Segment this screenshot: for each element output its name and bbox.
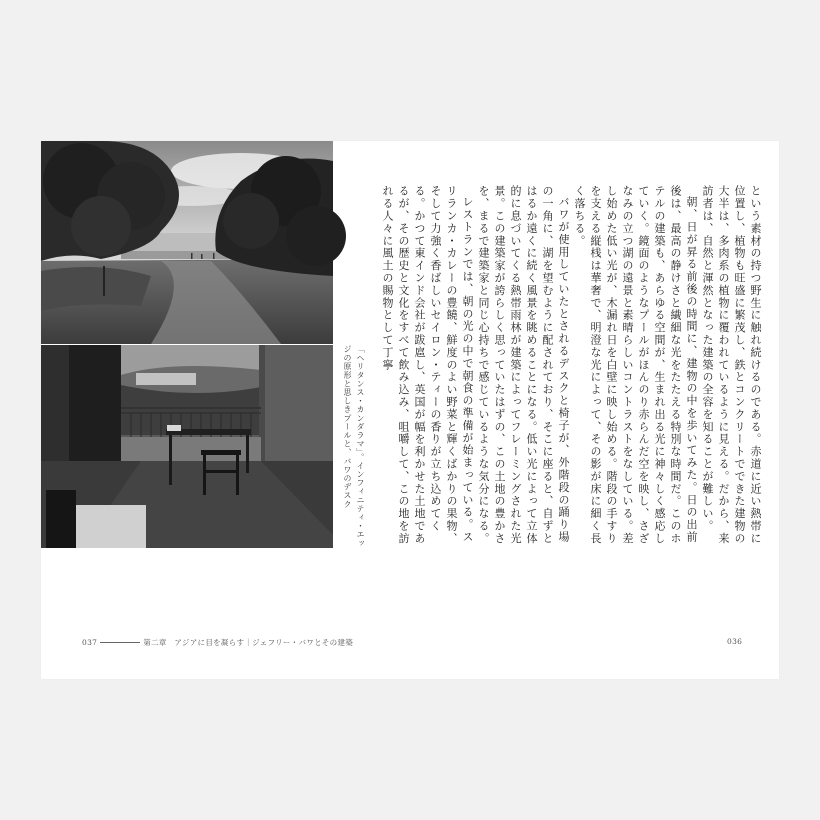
page-number-left: 037 <box>82 638 98 647</box>
paragraph: 朝、日が昇る前後の時間に、建物の中を歩いてみた。日の出前後は、最高の静けさと繊細な光をたたえる特別な時間だ。このホテルの建築も、あらゆる空間が、生まれ出る光に神々しく感応していく。鏡面のようなプールがほんのり赤らんだ空を映し、さざなみの立つ湖の遠景と素晴らしいコントラストをなしている。差し始めた低い光が、木漏れ日を白壁に映し始める。階段の手すりを支える縦桟は華奢で、明澄な光によって、その影が床に細く長く落ちる。 <box>573 185 698 545</box>
photo-lake-path <box>41 141 333 344</box>
folio-left <box>82 637 353 648</box>
paragraph: という素材の持つ野生に触れ続けるのである。赤道に近い熱帯に位置し、植物も旺盛に繁茂し、鉄とコンクリートでできた建物の大半は、多肉系の植物に覆われているように見える。だから、来訪者は、自然と渾然となった建築の全容を知ることが難しい。 <box>701 185 762 545</box>
running-head: 第二章 アジアに目を凝らす｜ジェフリー・バワとその建築 <box>143 638 354 647</box>
photo-caption <box>341 345 367 555</box>
folio-right <box>727 637 742 646</box>
paragraph: バワが使用していたとされるデスクと椅子が、外階段の踊り場の一角に、湖を望むように配されており、そこに座ると、自ずとはるか遠くに続く風景を眺めることになる。低い光によって立体的に息づいてくる熱帯雨林が建築によってフレーミングされた光景。この建築家が誇らしく思っていたはずの、この土地の豊かさを、まるで建築家と同じ心持ちで感じているような気分になる。 <box>477 185 570 545</box>
page-number-right: 036 <box>727 637 743 646</box>
paragraph: レストランでは、朝の光の中で朝食の準備が始まっている。スリランカ・カレーの豊饒、鮮度のよい野菜と輝くばかりの果物、そして力強く香ばしいセイロン・ティーの香りが立ち込めてくる。かつて東インド会社が跋扈し、英国が幅を利かせた土地であるが、その歴史と文化をすべて飲み込み、咀嚼して、この地を訪れる人々に風土の賜物として丁寧 <box>381 185 474 545</box>
caption-text: 「ヘリタンス・カンダラマ」。インフィニティ・エッジの原形と思しきプールと、バワのデスク <box>343 345 365 548</box>
photo-bawa-desk <box>41 345 333 548</box>
folio-rule <box>100 642 140 643</box>
body-text <box>381 185 763 555</box>
